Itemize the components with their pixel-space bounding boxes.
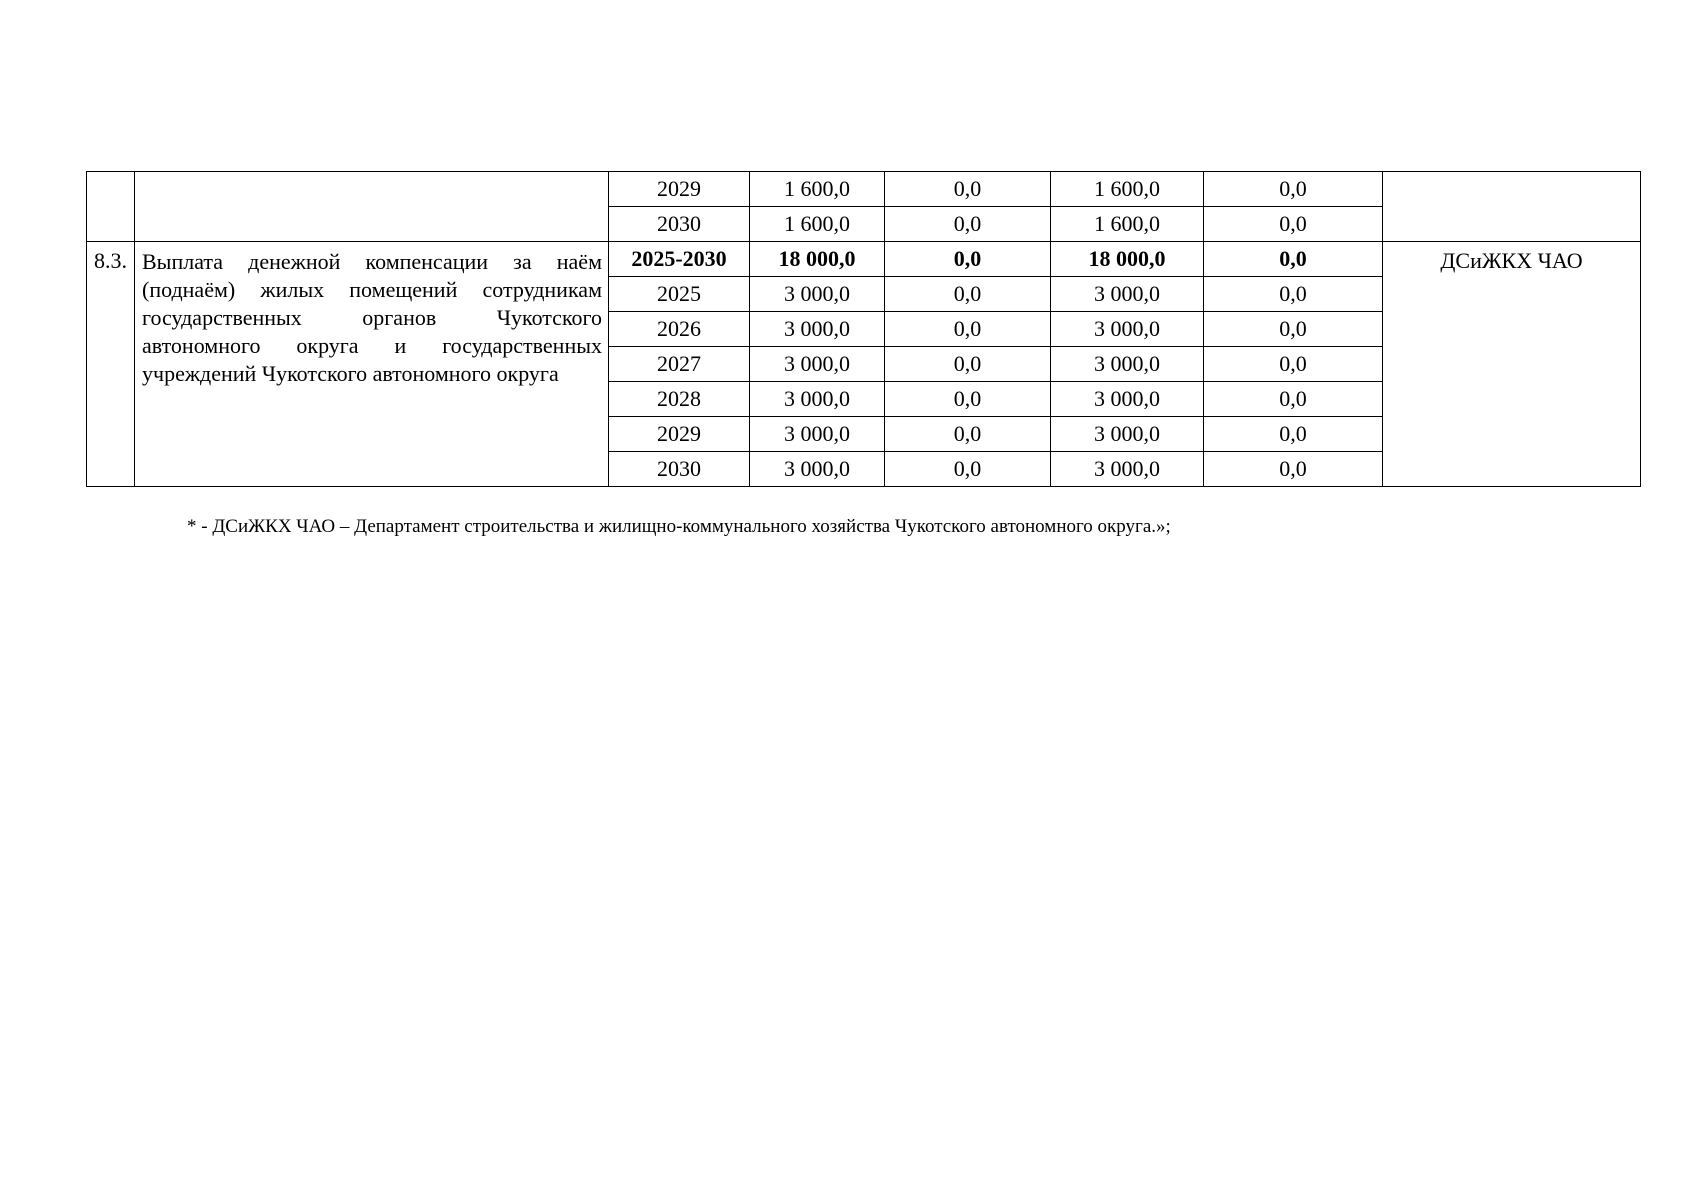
other-cell: 0,0 <box>1204 312 1383 347</box>
executor-cell: ДСиЖКХ ЧАО <box>1383 242 1641 487</box>
regional-cell: 1 600,0 <box>1051 172 1204 207</box>
budget-table <box>86 171 1641 487</box>
federal-cell: 0,0 <box>885 347 1051 382</box>
year-cell: 2025 <box>609 277 750 312</box>
other-cell: 0,0 <box>1204 347 1383 382</box>
other-cell: 0,0 <box>1204 452 1383 487</box>
total-cell: 3 000,0 <box>750 382 885 417</box>
year-cell: 2028 <box>609 382 750 417</box>
year-cell: 2025-2030 <box>609 242 750 277</box>
footnote: * - ДСиЖКХ ЧАО – Департамент строительства и жилищно-коммунального хозяйства Чукотского автономного округа.»; <box>187 516 1171 537</box>
regional-cell: 18 000,0 <box>1051 242 1204 277</box>
other-cell: 0,0 <box>1204 382 1383 417</box>
year-cell: 2029 <box>609 417 750 452</box>
regional-cell: 3 000,0 <box>1051 417 1204 452</box>
table-row <box>87 172 1641 207</box>
total-cell: 3 000,0 <box>750 312 885 347</box>
regional-cell: 3 000,0 <box>1051 347 1204 382</box>
regional-cell: 3 000,0 <box>1051 277 1204 312</box>
other-cell: 0,0 <box>1204 417 1383 452</box>
federal-cell: 0,0 <box>885 277 1051 312</box>
year-cell: 2029 <box>609 172 750 207</box>
other-cell: 0,0 <box>1204 172 1383 207</box>
year-cell: 2030 <box>609 207 750 242</box>
executor-cell-empty <box>1383 172 1641 242</box>
federal-cell: 0,0 <box>885 452 1051 487</box>
total-cell: 3 000,0 <box>750 417 885 452</box>
total-cell: 1 600,0 <box>750 172 885 207</box>
other-cell: 0,0 <box>1204 242 1383 277</box>
total-cell: 3 000,0 <box>750 452 885 487</box>
federal-cell: 0,0 <box>885 312 1051 347</box>
total-cell: 3 000,0 <box>750 277 885 312</box>
description-cell-empty <box>135 172 609 242</box>
other-cell: 0,0 <box>1204 207 1383 242</box>
federal-cell: 0,0 <box>885 382 1051 417</box>
regional-cell: 3 000,0 <box>1051 452 1204 487</box>
total-cell: 1 600,0 <box>750 207 885 242</box>
federal-cell: 0,0 <box>885 172 1051 207</box>
year-cell: 2026 <box>609 312 750 347</box>
total-cell: 18 000,0 <box>750 242 885 277</box>
regional-cell: 3 000,0 <box>1051 312 1204 347</box>
federal-cell: 0,0 <box>885 242 1051 277</box>
other-cell: 0,0 <box>1204 277 1383 312</box>
year-cell: 2027 <box>609 347 750 382</box>
number-cell-empty <box>87 172 135 242</box>
total-cell: 3 000,0 <box>750 347 885 382</box>
table-row-total <box>87 242 1641 277</box>
item-description: Выплата денежной компенсации за наём (поднаём) жилых помещений сотрудникам государственных органов Чукотского автономного округа и государственных учреждений Чукотского автономного округа <box>135 242 609 487</box>
federal-cell: 0,0 <box>885 207 1051 242</box>
item-number: 8.3. <box>87 242 135 487</box>
regional-cell: 3 000,0 <box>1051 382 1204 417</box>
year-cell: 2030 <box>609 452 750 487</box>
federal-cell: 0,0 <box>885 417 1051 452</box>
regional-cell: 1 600,0 <box>1051 207 1204 242</box>
